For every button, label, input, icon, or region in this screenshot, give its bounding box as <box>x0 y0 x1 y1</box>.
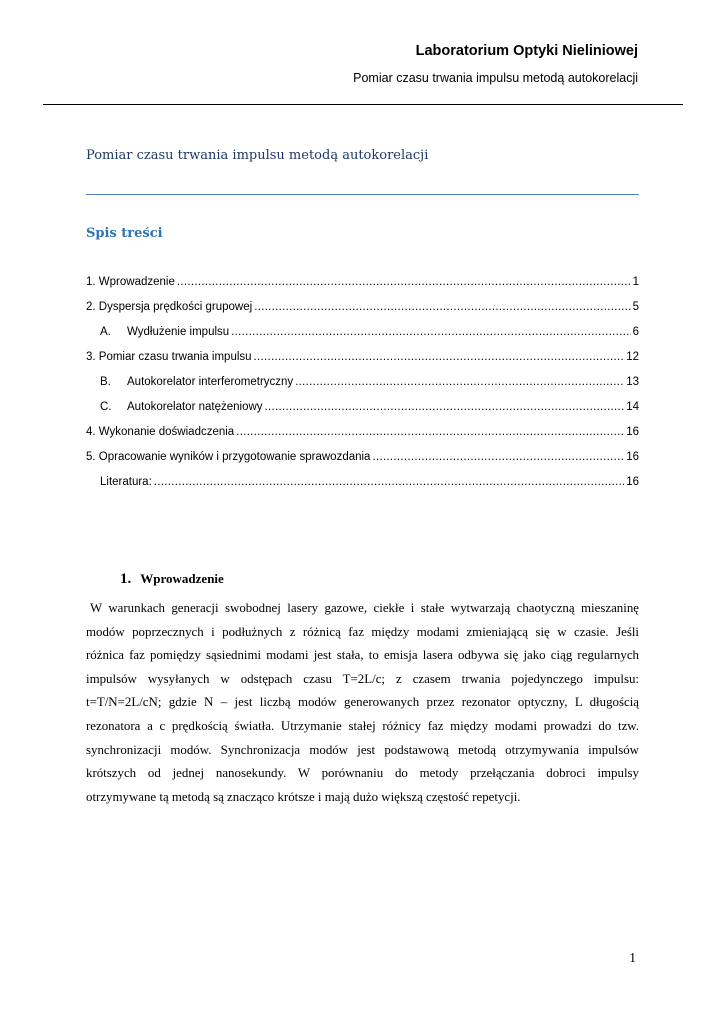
toc-entry-label: Autokorelator natężeniowy <box>127 401 263 413</box>
toc-entry-letter: B. <box>100 376 111 388</box>
paragraph-line: krótszych od jednej nanosekundy. W porównaniu do metody przełączania dobroci impulsy <box>86 766 639 781</box>
section-title: Wprowadzenie <box>140 571 224 586</box>
toc-entry-dyspersja[interactable] <box>86 301 639 326</box>
toc-leader-dots <box>265 401 625 413</box>
toc-entry-page: 5 <box>632 301 639 313</box>
toc-entry-label: Wydłużenie impulsu <box>127 326 230 338</box>
toc-entry-label: 1. Wprowadzenie <box>86 276 175 288</box>
toc-entry-wprowadzenie[interactable] <box>86 276 639 301</box>
header-divider <box>43 104 683 105</box>
toc-entry-page: 14 <box>626 401 639 413</box>
toc-leader-dots <box>177 276 631 288</box>
toc-entry-page: 16 <box>626 451 639 463</box>
document-title: Pomiar czasu trwania impulsu metodą autokorelacji <box>86 148 429 163</box>
toc-entry-label: Autokorelator interferometryczny <box>127 376 294 388</box>
toc-entry-pomiar[interactable] <box>86 351 639 376</box>
paragraph-line: t=T/N=2L/cN; gdzie N – jest liczbą modów generowanych przez rezonator optyczny, L długością <box>86 695 639 710</box>
toc-entry-wydluzenie[interactable] <box>86 326 639 351</box>
toc-leader-dots <box>372 451 624 463</box>
toc-entry-letter: C. <box>100 401 112 413</box>
toc-entry-letter: A. <box>100 326 111 338</box>
paragraph-line: W warunkach generacji swobodnej lasery gazowe, ciekłe i stałe wytwarzają chaotyczną mieszaninę <box>90 601 639 615</box>
toc-leader-dots <box>154 476 624 488</box>
table-of-contents <box>86 276 639 501</box>
toc-entry-wykonanie[interactable] <box>86 426 639 451</box>
paragraph-line: synchronizacji modów. Synchronizacja modów jest podstawową metodą otrzymywania impulsów <box>86 742 639 757</box>
toc-entry-label: Literatura: <box>100 476 152 488</box>
paragraph-line: impulsów wysyłanych w odstępach czasu T=2L/c; z czasem trwania pojedynczego impulsu: <box>86 671 639 686</box>
toc-entry-autokorelator-natezeniowy[interactable] <box>86 401 639 426</box>
toc-entry-page: 13 <box>626 376 639 388</box>
toc-leader-dots <box>254 301 630 313</box>
paragraph-line: różnica faz pomiędzy sąsiednimi modami jest stała, to emisja lasera odbywa się jako ciąg regularnych <box>86 648 639 663</box>
section-heading <box>120 571 224 588</box>
toc-entry-page: 12 <box>626 351 639 363</box>
header-subtitle: Pomiar czasu trwania impulsu metodą autokorelacji <box>353 71 638 85</box>
toc-entry-literatura[interactable] <box>86 476 639 501</box>
page-number: 1 <box>629 950 636 965</box>
paragraph-line: rezonatora a c prędkością światła. Utrzymanie stałej różnicy faz między modami prowadzi do tzw. <box>86 718 639 733</box>
toc-entry-page: 16 <box>626 476 639 488</box>
toc-entry-opracowanie[interactable] <box>86 451 639 476</box>
toc-entry-label: 5. Opracowanie wyników i przygotowanie sprawozdania <box>86 451 371 463</box>
toc-entry-label: 2. Dyspersja prędkości grupowej <box>86 301 253 313</box>
toc-leader-dots <box>236 426 624 438</box>
toc-entry-label: 3. Pomiar czasu trwania impulsu <box>86 351 252 363</box>
toc-entry-page: 6 <box>632 326 639 338</box>
body-paragraph <box>86 597 639 809</box>
toc-heading: Spis treści <box>86 226 163 241</box>
toc-leader-dots <box>295 376 624 388</box>
paragraph-line: modów poprzecznych i podłużnych z różnicą faz między modami zmieniającą się w czasie. Jeśli <box>86 624 639 639</box>
toc-entry-page: 16 <box>626 426 639 438</box>
toc-leader-dots <box>231 326 630 338</box>
toc-entry-page: 1 <box>632 276 639 288</box>
section-number: 1. <box>120 571 132 587</box>
paragraph-line: otrzymywane tą metodą są znacząco krótsze i mają dużo większą częstość repetycji. <box>86 789 521 804</box>
toc-entry-label: 4. Wykonanie doświadczenia <box>86 426 235 438</box>
title-divider <box>86 194 639 195</box>
toc-entry-autokorelator-interferometryczny[interactable] <box>86 376 639 401</box>
toc-leader-dots <box>254 351 625 363</box>
header-title: Laboratorium Optyki Nieliniowej <box>415 43 638 59</box>
